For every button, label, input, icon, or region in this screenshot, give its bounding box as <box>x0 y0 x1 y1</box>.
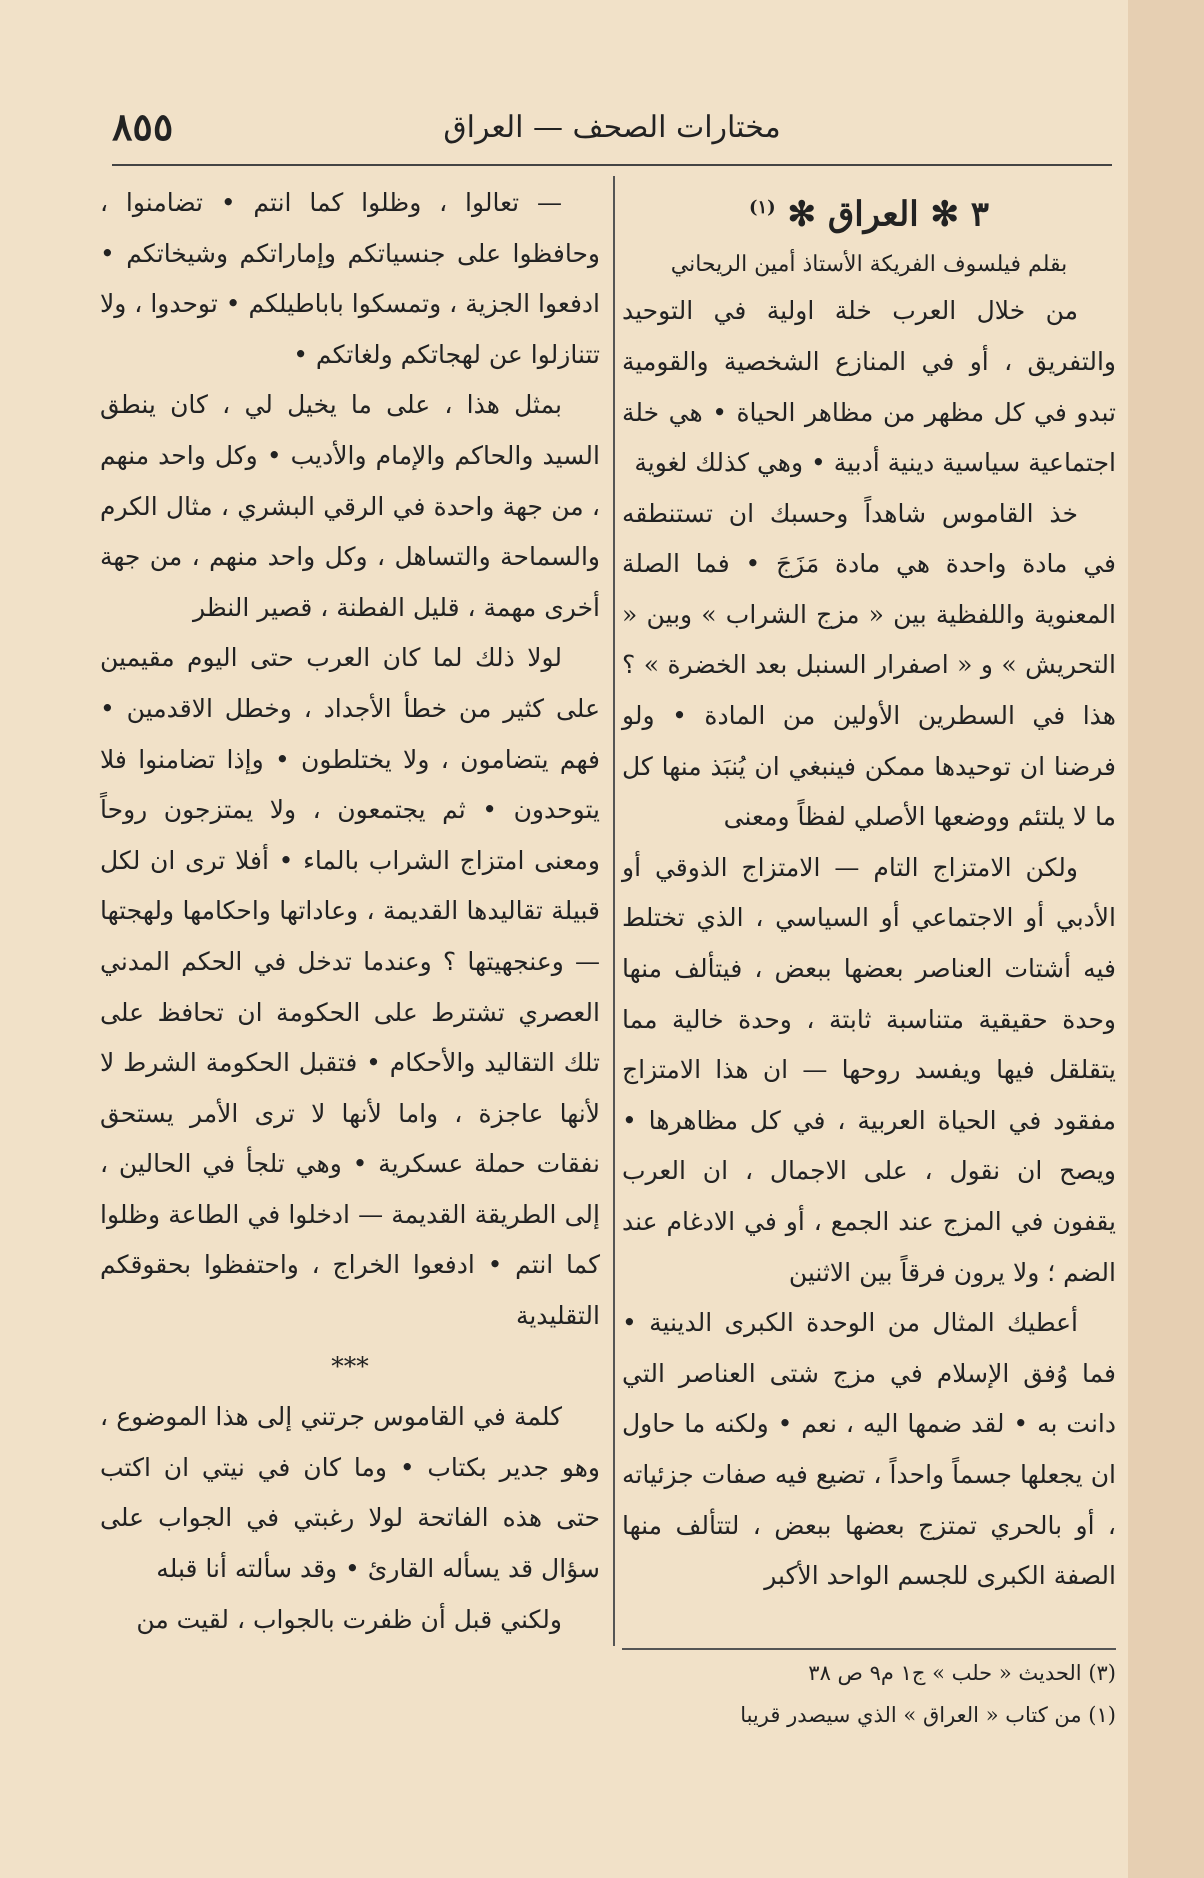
paragraph: خذ القاموس شاهداً وحسبك ان تستنطقه في مادة واحدة هي مادة مَزَجَ • فما الصلة المعنوية واللفظية بين « مزج الشراب » وبين « التحريش » و « اصفرار السنبل بعد الخضرة » ؟ هذا في السطرين الأولين من المادة • ولو فرضنا ان توحيدها ممكن فينبغي ان يُنبَذ منها كل ما لا يلتئم ووضعها الأصلي لفظاً ومعنى <box>622 498 1116 832</box>
paragraph: ولكن الامتزاج التام — الامتزاج الذوقي أو الأدبي أو الاجتماعي أو السياسي ، الذي تختلط فيه أشتات العناصر بعضها ببعض ، فيتألف منها وحدة حقيقية متناسبة ثابتة ، وحدة خالية مما يتقلقل فيها ويفسد روحها — ان هذا الامتزاج مفقود في الحياة العربية ، في كل مظاهرها • ويصح ان نقول ، على الاجمال ، ان العرب يقفون في المزج عند الجمع ، أو في الادغام عند الضم ؛ ولا يرون فرقاً بين الاثنين <box>622 852 1116 1287</box>
paragraph: أعطيك المثال من الوحدة الكبرى الدينية • فما وُفق الإسلام في مزج شتى العناصر التي دانت به • لقد ضمها اليه ، نعم • ولكنه ما حاول ان يجعلها جسماً واحداً ، تضيع فيه صفات جزئياته ، أو بالحري تمتزج بعضها ببعض ، لتتألف منها الصفة الكبرى للجسم الواحد الأكبر <box>622 1308 1116 1591</box>
article-title <box>622 178 1116 244</box>
footnote: (٣) الحديث « حلب » ج١ م٩ ص ٣٨ <box>808 1661 1116 1685</box>
byline: بقلم فيلسوف الفريكة الأستاذ أمين الريحاني <box>670 252 1068 278</box>
article-title-text: ٣ ✻ العراق ✻ <box>787 194 990 235</box>
paragraph: — تعالوا ، وظلوا كما انتم • تضامنوا ، وحافظوا على جنسياتكم وإماراتكم وشيخاتكم • ادفعوا الجزية ، وتمسكوا باباطيلكم • توحدوا ، ولا تتنازلوا عن لهجاتكم ولغاتكم • <box>100 188 600 369</box>
running-title: مختارات الصحف — العراق <box>443 110 781 145</box>
page-header <box>112 100 1112 160</box>
header-rule <box>112 164 1112 166</box>
left-column <box>100 178 600 1645</box>
page-number: ٨٥٥ <box>112 104 174 149</box>
column-divider <box>613 176 615 1646</box>
footnote: (١) من كتاب « العراق » الذي سيصدر قريبا <box>740 1703 1116 1727</box>
right-column <box>622 178 1116 1602</box>
footnote-rule <box>622 1648 1116 1650</box>
section-break: *** <box>331 1351 369 1381</box>
paragraph: لولا ذلك لما كان العرب حتى اليوم مقيمين على كثير من خطأ الأجداد ، وخطل الاقدمين • فهم يتضامون ، ولا يختلطون • وإذا تضامنوا فلا يتوحدون • ثم يجتمعون ، ولا يمتزجون روحاً ومعنى امتزاج الشراب بالماء • أفلا ترى ان لكل قبيلة تقاليدها القديمة ، وعاداتها واحكامها ولهجتها — وعنجهيتها ؟ وعندما تدخل في الحكم المدني العصري تشترط على الحكومة ان تحافظ على تلك التقاليد والأحكام • فتقبل الحكومة الشرط لا لأنها عاجزة ، واما لأنها لا ترى الأمر يستحق نفقات حملة عسكرية • وهي تلجأ في الحالين ، إلى الطريقة القديمة — ادخلوا في الطاعة وظلوا كما انتم • ادفعوا الخراج ، واحتفظوا بحقوقكم التقليدية <box>100 643 600 1331</box>
paragraph: بمثل هذا ، على ما يخيل لي ، كان ينطق السيد والحاكم والإمام والأديب • وكل واحد منهم ، من جهة واحدة في الرقي البشري ، مثال الكرم والسماحة والتساهل ، وكل واحد منهم ، من جهة أخرى مهمة ، قليل الفطنة ، قصير النظر <box>100 390 600 622</box>
paragraph: ولكني قبل أن ظفرت بالجواب ، لقيت من <box>136 1604 562 1634</box>
paragraph: كلمة في القاموس جرتني إلى هذا الموضوع ، وهو جدير بكتاب • وما كان في نيتي ان اكتب حتى هذه الفاتحة لولا رغبتي في الجواب على سؤال قد يسأله القارئ • وقد سألته أنا قبله <box>100 1402 600 1584</box>
paragraph: من خلال العرب خلة اولية في التوحيد والتفريق ، أو في المنازع الشخصية والقومية تبدو في كل مظهر من مظاهر الحياة • هي خلة اجتماعية سياسية دينية أدبية • وهي كذلك لغوية <box>622 296 1116 478</box>
footnotes <box>600 1652 1116 1736</box>
title-note-marker: (١) <box>748 197 776 218</box>
